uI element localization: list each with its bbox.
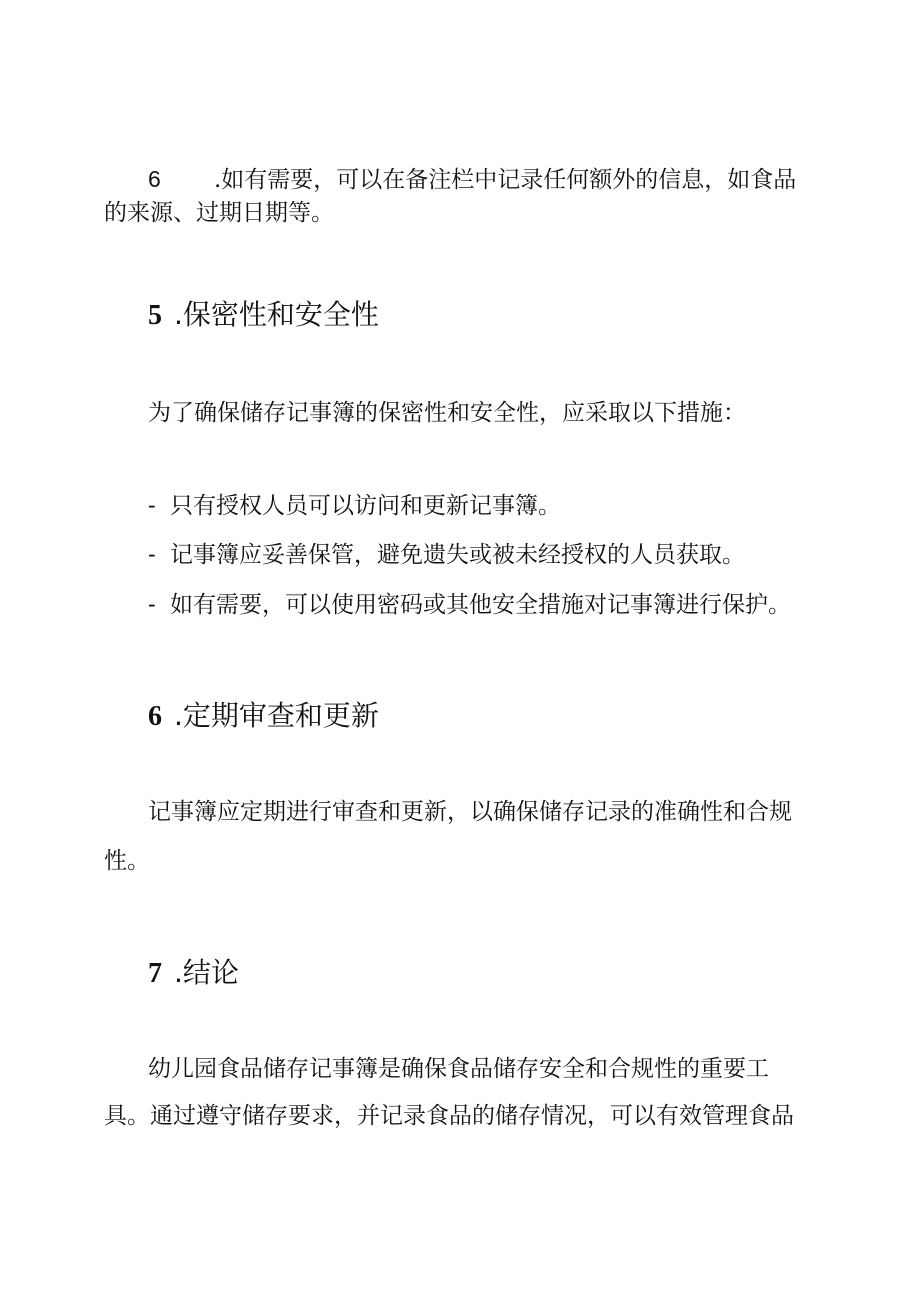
bullet-dash: - (148, 541, 156, 567)
bullet-item (148, 589, 848, 620)
section-6-number: 6 (148, 701, 162, 732)
item-6-text-1: .如有需要，可以在备注栏中记录任何额外的信息，如食品 (214, 167, 797, 193)
bullet-dash: - (148, 591, 156, 617)
section-6-heading (148, 699, 379, 734)
item-6-line-2: 的来源、过期日期等。 (104, 200, 334, 226)
bullet-dash: - (148, 492, 156, 518)
item-6-line-1 (148, 164, 848, 195)
bullet-text: 记事簿应妥善保管，避免遗失或被未经授权的人员获取。 (170, 542, 745, 568)
section-5-number: 5 (148, 300, 162, 331)
bullet-text: 只有授权人员可以访问和更新记事簿。 (170, 493, 561, 519)
bullet-item (148, 539, 848, 570)
section-5-intro: 为了确保储存记事簿的保密性和安全性，应采取以下措施： (148, 400, 746, 426)
section-7-heading (148, 956, 239, 991)
section-6-title: .定期审查和更新 (174, 699, 379, 732)
item-6-number: 6 (148, 166, 161, 192)
bullet-text: 如有需要，可以使用密码或其他安全措施对记事簿进行保护。 (170, 592, 791, 618)
section-7-title: .结论 (174, 956, 239, 989)
section-7-line-2: 具。通过遵守储存要求，并记录食品的储存情况，可以有效管理食品 (104, 1103, 794, 1129)
section-7-number: 7 (148, 958, 162, 989)
section-6-line-1: 记事簿应定期进行审查和更新，以确保储存记录的准确性和合规 (148, 799, 792, 825)
section-5-heading (148, 298, 379, 333)
section-5-title: .保密性和安全性 (174, 298, 379, 331)
bullet-item (148, 490, 848, 521)
section-7-line-1: 幼儿园食品储存记事簿是确保食品储存安全和合规性的重要工 (148, 1056, 769, 1082)
section-6-line-2: 性。 (104, 848, 150, 874)
